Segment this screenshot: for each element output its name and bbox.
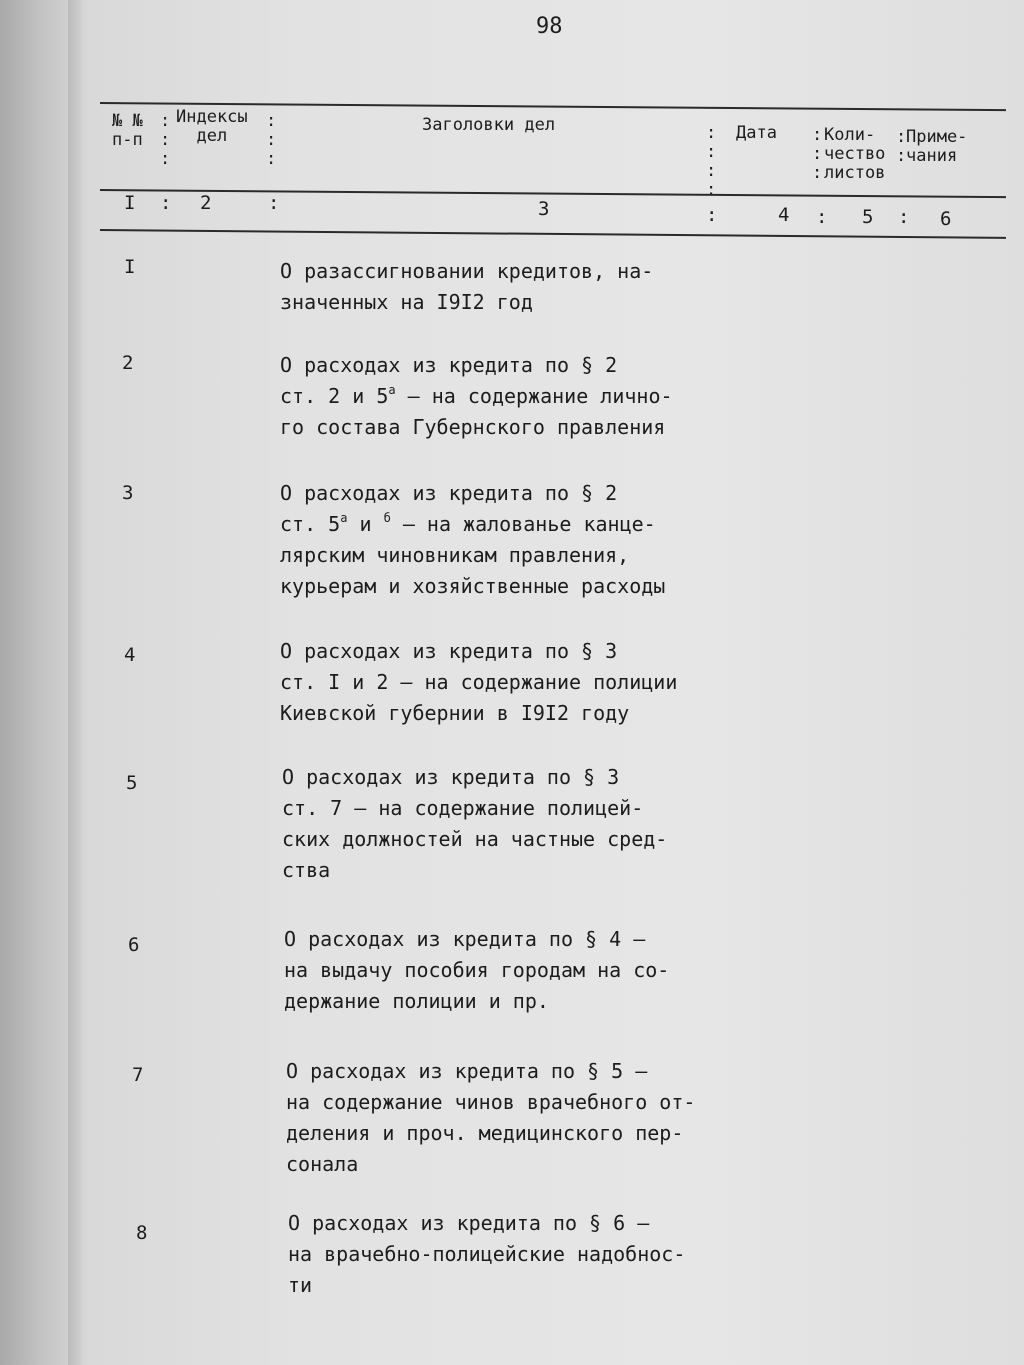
entry-number: 6 (128, 934, 140, 956)
entry-title (282, 762, 667, 886)
header-separator: : : : (266, 111, 277, 169)
entry-number: 3 (122, 482, 134, 504)
entry-title (288, 1208, 685, 1301)
header-separator: : : (896, 127, 907, 166)
entry-title-line: О разассигновании кредитов, на- (280, 259, 654, 283)
column-number: 4 (778, 204, 790, 226)
entry-title-line: на врачебно-полицейские надобнос- (288, 1242, 686, 1266)
entry-title-line: лярским чиновникам правления, (280, 543, 630, 567)
entry-title-line: ст. 2 и $5^а$ – на содержание лично- (280, 383, 673, 408)
entry-title-line: О расходах из кредита по § 3 (282, 765, 620, 789)
entry-number: 2 (122, 352, 134, 374)
entry-title-line: Киевской губернии в I9I2 году (280, 701, 630, 725)
column-number: 6 (940, 208, 952, 230)
entry-title-line: го состава Губернского правления (280, 415, 666, 439)
column-separator: : (898, 206, 910, 228)
binding-fold (68, 0, 82, 1365)
entry-number: 8 (136, 1222, 148, 1244)
header-separator: : : : (812, 125, 823, 183)
header-col-index: Индексы дел (176, 107, 248, 146)
entry-title-line: О расходах из кредита по § 4 – (284, 927, 646, 951)
entry-title-line: держание полиции и пр. (284, 989, 549, 1013)
entry-title-line: на выдачу пособия городам на со- (284, 958, 670, 982)
header-col-title: Заголовки дел (422, 115, 556, 135)
entry-title-line: ти (288, 1273, 313, 1297)
entry-title (280, 478, 665, 602)
column-number: 5 (862, 206, 874, 228)
entry-title-line: сонала (286, 1152, 359, 1176)
entry-title (284, 924, 669, 1017)
column-number: I (124, 192, 136, 214)
entry-title-line: деления и проч. медицинского пер- (286, 1121, 684, 1145)
entry-title-line: ских должностей на частные сред- (282, 827, 668, 851)
header-col-number: № № п-п (112, 111, 143, 150)
column-separator: : (706, 204, 718, 226)
entry-title-line: О расходах из кредита по § 2 (280, 481, 618, 505)
header-bottom-rule (100, 229, 1006, 239)
entry-title-line: на содержание чинов врачебного от- (286, 1090, 696, 1114)
entry-title-line: О расходах из кредита по § 5 – (286, 1059, 648, 1083)
entry-title-line: ст. 7 – на содержание полицей- (282, 796, 644, 820)
column-number: 3 (538, 198, 550, 220)
entry-number: 4 (124, 644, 136, 666)
entry-number: I (124, 256, 136, 278)
header-mid-rule (100, 189, 1006, 198)
entry-title (280, 636, 677, 729)
entry-title-line: О расходах из кредита по § 6 – (288, 1211, 650, 1235)
header-col-date: Дата (736, 123, 777, 143)
entry-title-line: курьерам и хозяйственные расходы (280, 574, 666, 598)
entry-title (280, 350, 673, 443)
column-separator: : (816, 206, 828, 228)
entry-title-line: О расходах из кредита по § 3 (280, 639, 618, 663)
column-number: 2 (200, 192, 212, 214)
entry-title-line: ства (282, 858, 331, 882)
header-col-notes: Приме- чания (906, 127, 968, 166)
entry-title-line: значенных на I9I2 год (280, 290, 533, 314)
entry-title-line: О расходах из кредита по § 2 (280, 353, 618, 377)
header-col-sheets: Коли- чество листов (824, 125, 886, 183)
column-separator: : (160, 192, 172, 214)
entry-title-line: ст. I и 2 – на содержание полиции (280, 670, 678, 694)
column-separator: : (268, 192, 280, 214)
entry-number: 7 (132, 1064, 144, 1086)
entry-title (280, 256, 653, 318)
header-separator: : : : (160, 111, 171, 169)
entry-title (286, 1056, 695, 1180)
entry-title-line: ст. $5^а$ и $^б$ – на жалованье канце- (280, 511, 656, 536)
entry-number: 5 (126, 772, 138, 794)
page-number: 98 (536, 14, 563, 39)
header-separator: : : : : (706, 123, 717, 200)
